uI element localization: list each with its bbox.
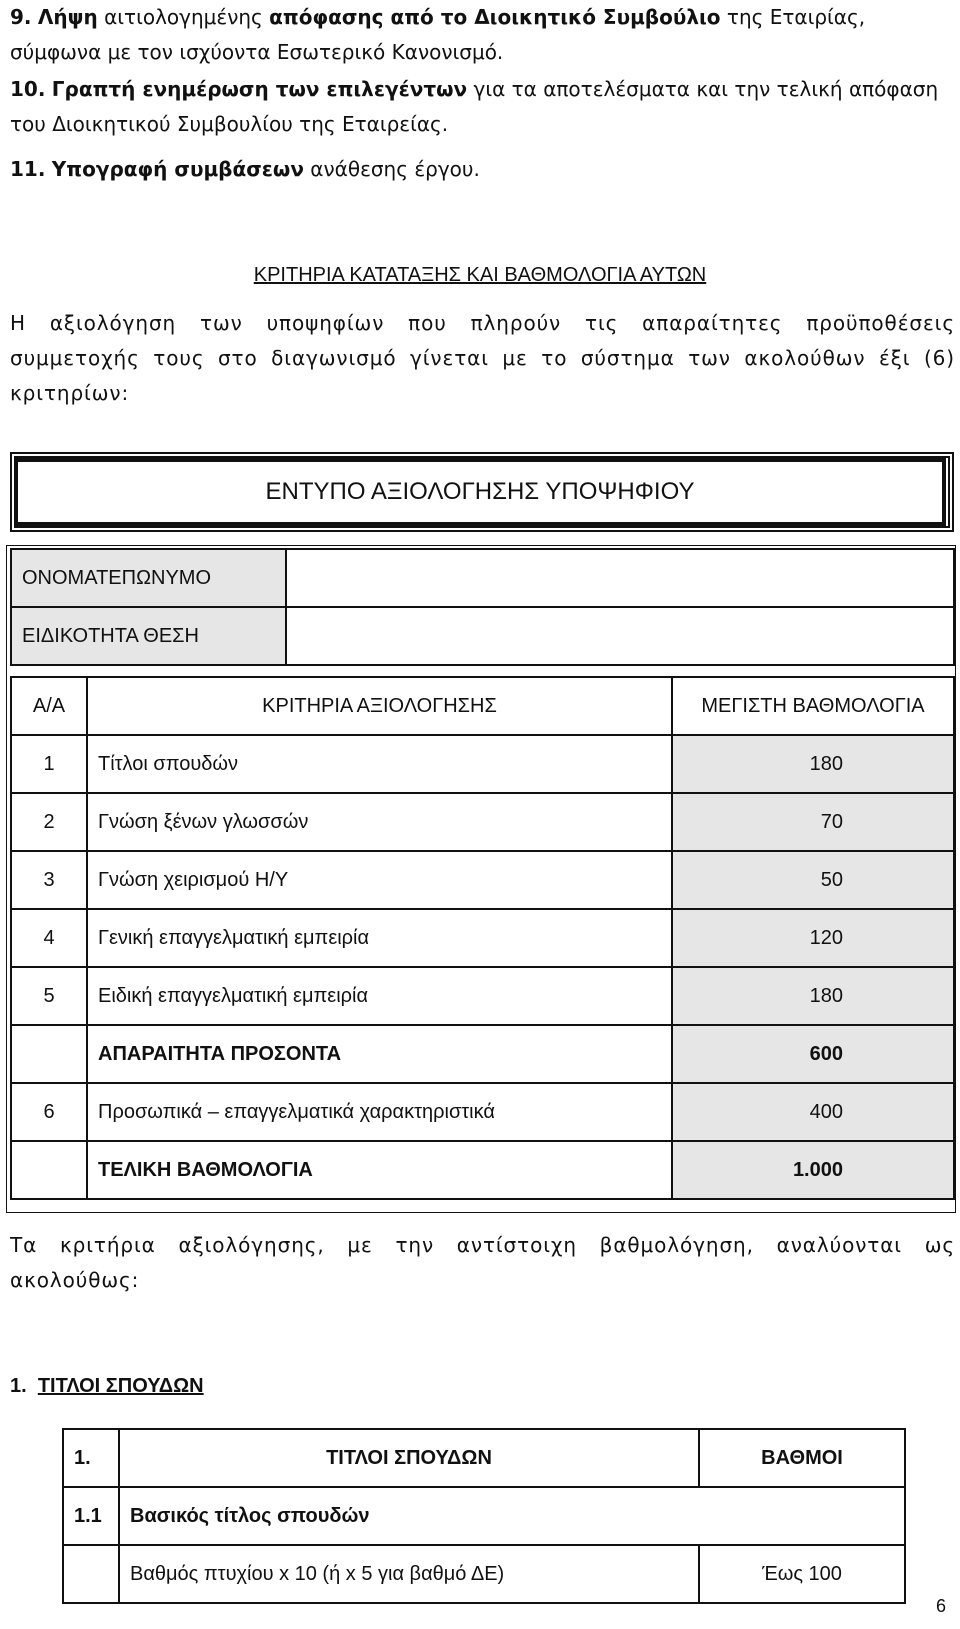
row-num xyxy=(11,1141,87,1199)
row-criterion: Τίτλοι σπουδών xyxy=(87,735,672,793)
sub-num: 1.1 xyxy=(63,1487,119,1545)
list-item-10 xyxy=(10,72,950,142)
table-row xyxy=(11,1083,954,1141)
row-score: 1.000 xyxy=(672,1141,954,1199)
row-criterion: ΑΠΑΡΑΙΤΗΤΑ ΠΡΟΣΟΝΤΑ xyxy=(87,1025,672,1083)
table-row xyxy=(11,909,954,967)
after-table-paragraph: Τα κριτήρια αξιολόγησης, με την αντίστοιχη βαθμολόγηση, αναλύονται ως ακολούθως: xyxy=(10,1233,955,1292)
criteria-heading: ΚΡΙΤΗΡΙΑ ΚΑΤΑΤΑΞΗΣ ΚΑΙ ΒΑΘΜΟΛΟΓΙΑ ΑΥΤΩΝ xyxy=(253,264,707,286)
row-criterion: Ειδική επαγγελματική εμπειρία xyxy=(87,967,672,1025)
list-num: 9. xyxy=(10,5,32,29)
row-num: 3 xyxy=(11,851,87,909)
table-row xyxy=(11,735,954,793)
degree-points: Έως 100 xyxy=(699,1545,905,1603)
list-text: της Εταιρίας, σύμφωνα με τον ισχύοντα Εσωτερικό Κανονισμό. xyxy=(10,5,866,64)
page-number: 6 xyxy=(935,1596,946,1616)
table-row xyxy=(11,851,954,909)
header-max: ΜΕΓΙΣΤΗ ΒΑΘΜΟΛΟΓΙΑ xyxy=(672,677,954,735)
table-row xyxy=(63,1429,905,1487)
list-bold: Λήψη xyxy=(37,5,98,29)
row-score: 70 xyxy=(672,793,954,851)
row-score: 600 xyxy=(672,1025,954,1083)
sub-title: Βασικός τίτλος σπουδών xyxy=(119,1487,905,1545)
table-row xyxy=(11,793,954,851)
section-heading xyxy=(10,1375,204,1398)
table-row xyxy=(11,607,954,665)
row-criterion: ΤΕΛΙΚΗ ΒΑΘΜΟΛΟΓΙΑ xyxy=(87,1141,672,1199)
row-criterion: Γενική επαγγελματική εμπειρία xyxy=(87,909,672,967)
list-item-9 xyxy=(10,0,950,70)
row-score: 180 xyxy=(672,735,954,793)
row-criterion: Προσωπικά – επαγγελματικά χαρακτηριστικά xyxy=(87,1083,672,1141)
list-bold: Γραπτή ενημέρωση των επιλεγέντων xyxy=(51,77,468,101)
row-num: 6 xyxy=(11,1083,87,1141)
empty-cell xyxy=(63,1545,119,1603)
list-text: για τα αποτελέσματα και την τελική απόφαση του Διοικητικού Συμβουλίου της Εταιρείας. xyxy=(10,77,939,136)
studies-table xyxy=(62,1428,906,1604)
intro-paragraph: Η αξιολόγηση των υποψηφίων που πληρούν τις απαραίτητες προϋποθέσεις συμμετοχής τους στο διαγωνισμό γίνεται με το σύστημα των ακολούθων έξι (6) κριτηρίων: xyxy=(10,311,955,405)
row-num xyxy=(11,1025,87,1083)
table-row xyxy=(63,1545,905,1603)
list-bold: απόφασης από το Διοικητικό Συμβούλιο xyxy=(269,5,721,29)
studies-title: ΤΙΤΛΟΙ ΣΠΟΥΔΩΝ xyxy=(119,1429,699,1487)
list-text: ανάθεσης έργου. xyxy=(303,157,480,181)
row-score: 120 xyxy=(672,909,954,967)
name-label: ΟΝΟΜΑΤΕΠΩΝΥΜΟ xyxy=(11,549,286,607)
list-num: 11. xyxy=(10,157,46,181)
criteria-table xyxy=(10,676,955,1200)
row-num: 1 xyxy=(11,735,87,793)
section-num: 1. xyxy=(10,1375,27,1397)
row-criterion: Γνώση χειρισμού Η/Υ xyxy=(87,851,672,909)
table-header-row xyxy=(11,677,954,735)
form-title: ΕΝΤΥΠΟ ΑΞΙΟΛΟΓΗΣΗΣ ΥΠΟΨΗΦΙΟΥ xyxy=(14,458,946,526)
row-criterion: Γνώση ξένων γλωσσών xyxy=(87,793,672,851)
row-num: 2 xyxy=(11,793,87,851)
position-field[interactable] xyxy=(286,607,954,665)
position-label: ΕΙΔΙΚΟΤΗΤΑ ΘΕΣΗ xyxy=(11,607,286,665)
table-row xyxy=(11,967,954,1025)
degree-label: Βαθμός πτυχίου x 10 (ή x 5 για βαθμό ΔΕ) xyxy=(119,1545,699,1603)
table-row xyxy=(11,1025,954,1083)
name-field[interactable] xyxy=(286,549,954,607)
table-row xyxy=(11,549,954,607)
table-row xyxy=(11,1141,954,1199)
row-num: 5 xyxy=(11,967,87,1025)
row-score: 180 xyxy=(672,967,954,1025)
row-num: 4 xyxy=(11,909,87,967)
row-score: 400 xyxy=(672,1083,954,1141)
header-criteria: ΚΡΙΤΗΡΙΑ ΑΞΙΟΛΟΓΗΣΗΣ xyxy=(87,677,672,735)
list-num: 10. xyxy=(10,77,46,101)
studies-points: ΒΑΘΜΟΙ xyxy=(699,1429,905,1487)
studies-num: 1. xyxy=(63,1429,119,1487)
list-text: αιτιολογημένης xyxy=(97,5,270,29)
table-row xyxy=(63,1487,905,1545)
list-bold: Υπογραφή συμβάσεων xyxy=(51,157,304,181)
header-num: Α/Α xyxy=(11,677,87,735)
list-item-11 xyxy=(10,152,950,187)
row-score: 50 xyxy=(672,851,954,909)
section-title: ΤΙΤΛΟΙ ΣΠΟΥΔΩΝ xyxy=(37,1375,204,1397)
candidate-fields-table xyxy=(10,548,955,666)
